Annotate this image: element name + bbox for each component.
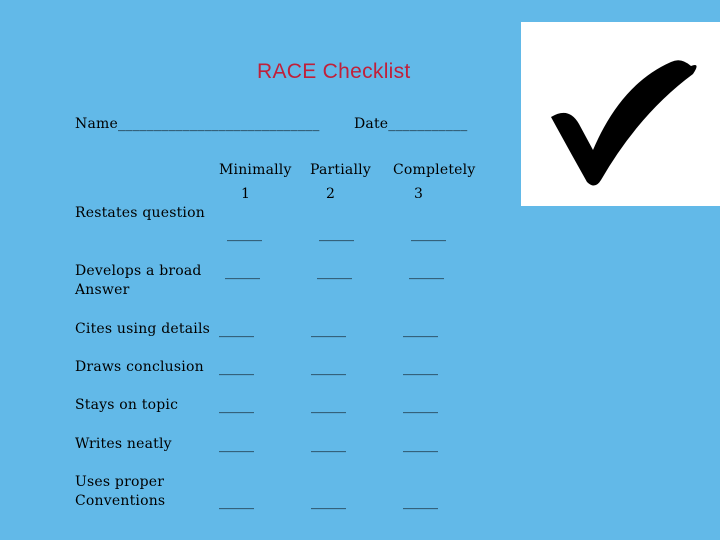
row-label-develops-broad-answer: Develops a broad bbox=[75, 263, 202, 279]
column-score-1: 1 bbox=[241, 186, 251, 202]
blank-partially: _____ bbox=[311, 360, 346, 376]
blank-completely: _____ bbox=[403, 322, 438, 338]
blank-partially: _____ bbox=[311, 398, 346, 414]
blank-partially: _____ bbox=[317, 264, 352, 280]
column-header-minimally: Minimally bbox=[219, 162, 292, 178]
blank-completely: _____ bbox=[403, 437, 438, 453]
row-label-restates-question: Restates question bbox=[75, 205, 205, 221]
blank-completely: _____ bbox=[409, 264, 444, 280]
column-header-completely: Completely bbox=[393, 162, 476, 178]
date-field: Date___________ bbox=[354, 116, 468, 132]
row-label-uses-proper-conventions-line2: Conventions bbox=[75, 493, 166, 509]
blank-minimally: _____ bbox=[227, 226, 262, 242]
column-score-2: 2 bbox=[326, 186, 336, 202]
name-field: Name____________________________ bbox=[75, 116, 320, 132]
row-label-cites-using-details: Cites using details bbox=[75, 321, 211, 337]
row-label-writes-neatly: Writes neatly bbox=[75, 436, 172, 452]
checkmark-icon bbox=[521, 22, 720, 206]
blank-partially: _____ bbox=[319, 226, 354, 242]
page-title: RACE Checklist bbox=[257, 60, 411, 83]
blank-minimally: _____ bbox=[225, 264, 260, 280]
row-label-uses-proper-conventions: Uses proper bbox=[75, 474, 165, 490]
column-score-3: 3 bbox=[414, 186, 424, 202]
row-label-develops-broad-answer-line2: Answer bbox=[75, 282, 130, 298]
blank-completely: _____ bbox=[411, 226, 446, 242]
row-label-stays-on-topic: Stays on topic bbox=[75, 397, 179, 413]
row-label-draws-conclusion: Draws conclusion bbox=[75, 359, 204, 375]
blank-completely: _____ bbox=[403, 360, 438, 376]
blank-minimally: _____ bbox=[219, 494, 254, 510]
blank-partially: _____ bbox=[311, 494, 346, 510]
blank-completely: _____ bbox=[403, 398, 438, 414]
checkmark-image bbox=[521, 22, 720, 206]
blank-partially: _____ bbox=[311, 437, 346, 453]
blank-minimally: _____ bbox=[219, 437, 254, 453]
column-header-partially: Partially bbox=[310, 162, 371, 178]
blank-minimally: _____ bbox=[219, 398, 254, 414]
blank-partially: _____ bbox=[311, 322, 346, 338]
blank-minimally: _____ bbox=[219, 322, 254, 338]
blank-completely: _____ bbox=[403, 494, 438, 510]
blank-minimally: _____ bbox=[219, 360, 254, 376]
